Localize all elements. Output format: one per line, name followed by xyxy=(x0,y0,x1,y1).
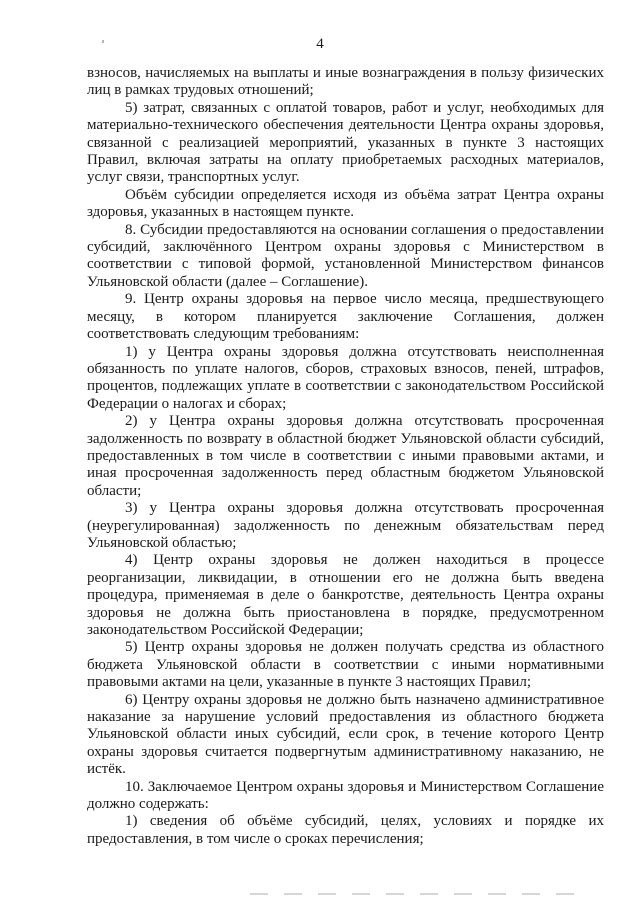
document-body xyxy=(87,65,604,848)
paragraph-subsidy-volume: Объём субсидии определяется исходя из объёма затрат Центра охраны здоровья, указанных в настоящем пункте. xyxy=(87,186,604,221)
paragraph-req-4-reorganization: 4) Центр охраны здоровья не должен находиться в процессе реорганизации, ликвидации, в отношении его не должна быть введена процедура, применяемая в деле о банкротстве, деятельность Центра охраны здоровья не должна быть приостановлена в порядке, предусмотренном законодательством Российской Федерации; xyxy=(87,552,604,638)
paragraph-agreement-item-1: 1) сведения об объёме субсидий, целях, условиях и порядке их предоставления, в том числе о сроках перечисления; xyxy=(87,813,604,847)
paragraph-item-5-costs: 5) затрат, связанных с оплатой товаров, работ и услуг, необходимых для материально-технического обеспечения деятельности Центра охраны здоровья, связанной с реализацией мероприятий, указанных в пункте 3 настоящих Правил, включая затраты на оплату приобретаемых расходных материалов, услуг связи, транспортных услуг. xyxy=(87,99,604,186)
paragraph-req-3-obligations: 3) у Центра охраны здоровья должна отсутствовать просроченная (неурегулированная) задолженность по денежным обязательствам перед Ульяновской областью; xyxy=(87,500,604,551)
paragraph-8-agreement: 8. Субсидии предоставляются на основании соглашения о предоставлении субсидий, заключённого Центром охраны здоровья с Министерством в соответствии с типовой формой, установленной Министерством финансов Ульяновской области (далее – Соглашение). xyxy=(87,221,604,290)
paragraph-req-1-taxes: 1) у Центра охраны здоровья должна отсутствовать неисполненная обязанность по уплате налогов, сборов, страховых взносов, пеней, штрафов, процентов, подлежащих уплате в соответствии с законодательством Российской Федерации о налогах и сборах; xyxy=(87,343,604,412)
paragraph-req-6-penalty: 6) Центру охраны здоровья не должно быть назначено административное наказание за нарушение условий предоставления из областного бюджета Ульяновской области иных субсидий, если срок, в течение которого Центр охраны здоровья считается подвергнутым административному наказанию, не истёк. xyxy=(87,691,604,778)
paragraph-10-agreement-content: 10. Заключаемое Центром охраны здоровья и Министерством Соглашение должно содержать: xyxy=(87,778,604,813)
paragraph-req-2-debt: 2) у Центра охраны здоровья должна отсутствовать просроченная задолженность по возврату в областной бюджет Ульяновской области субсидий, предоставленных в том числе в соответствии с иными правовыми актами, и иная просроченная задолженность перед областным бюджетом Ульяновской области; xyxy=(87,413,604,499)
paragraph-req-5-funds: 5) Центр охраны здоровья не должен получать средства из областного бюджета Ульяновской области в соответствии с иными нормативными правовыми актами на цели, указанные в пункте 3 настоящих Правил; xyxy=(87,639,604,691)
paragraph-continuation: взносов, начисляемых на выплаты и иные вознаграждения в пользу физических лиц в рамках трудовых отношений; xyxy=(87,65,604,99)
paragraph-9-requirements: 9. Центр охраны здоровья на первое число месяца, предшествующего месяцу, в котором планируется заключение Соглашения, должен соответствовать следующим требованиям: xyxy=(87,291,604,343)
scan-artifact-bottom-edge xyxy=(250,893,590,895)
page-number: 4 xyxy=(316,36,324,52)
scan-artifact-dot xyxy=(102,40,104,43)
